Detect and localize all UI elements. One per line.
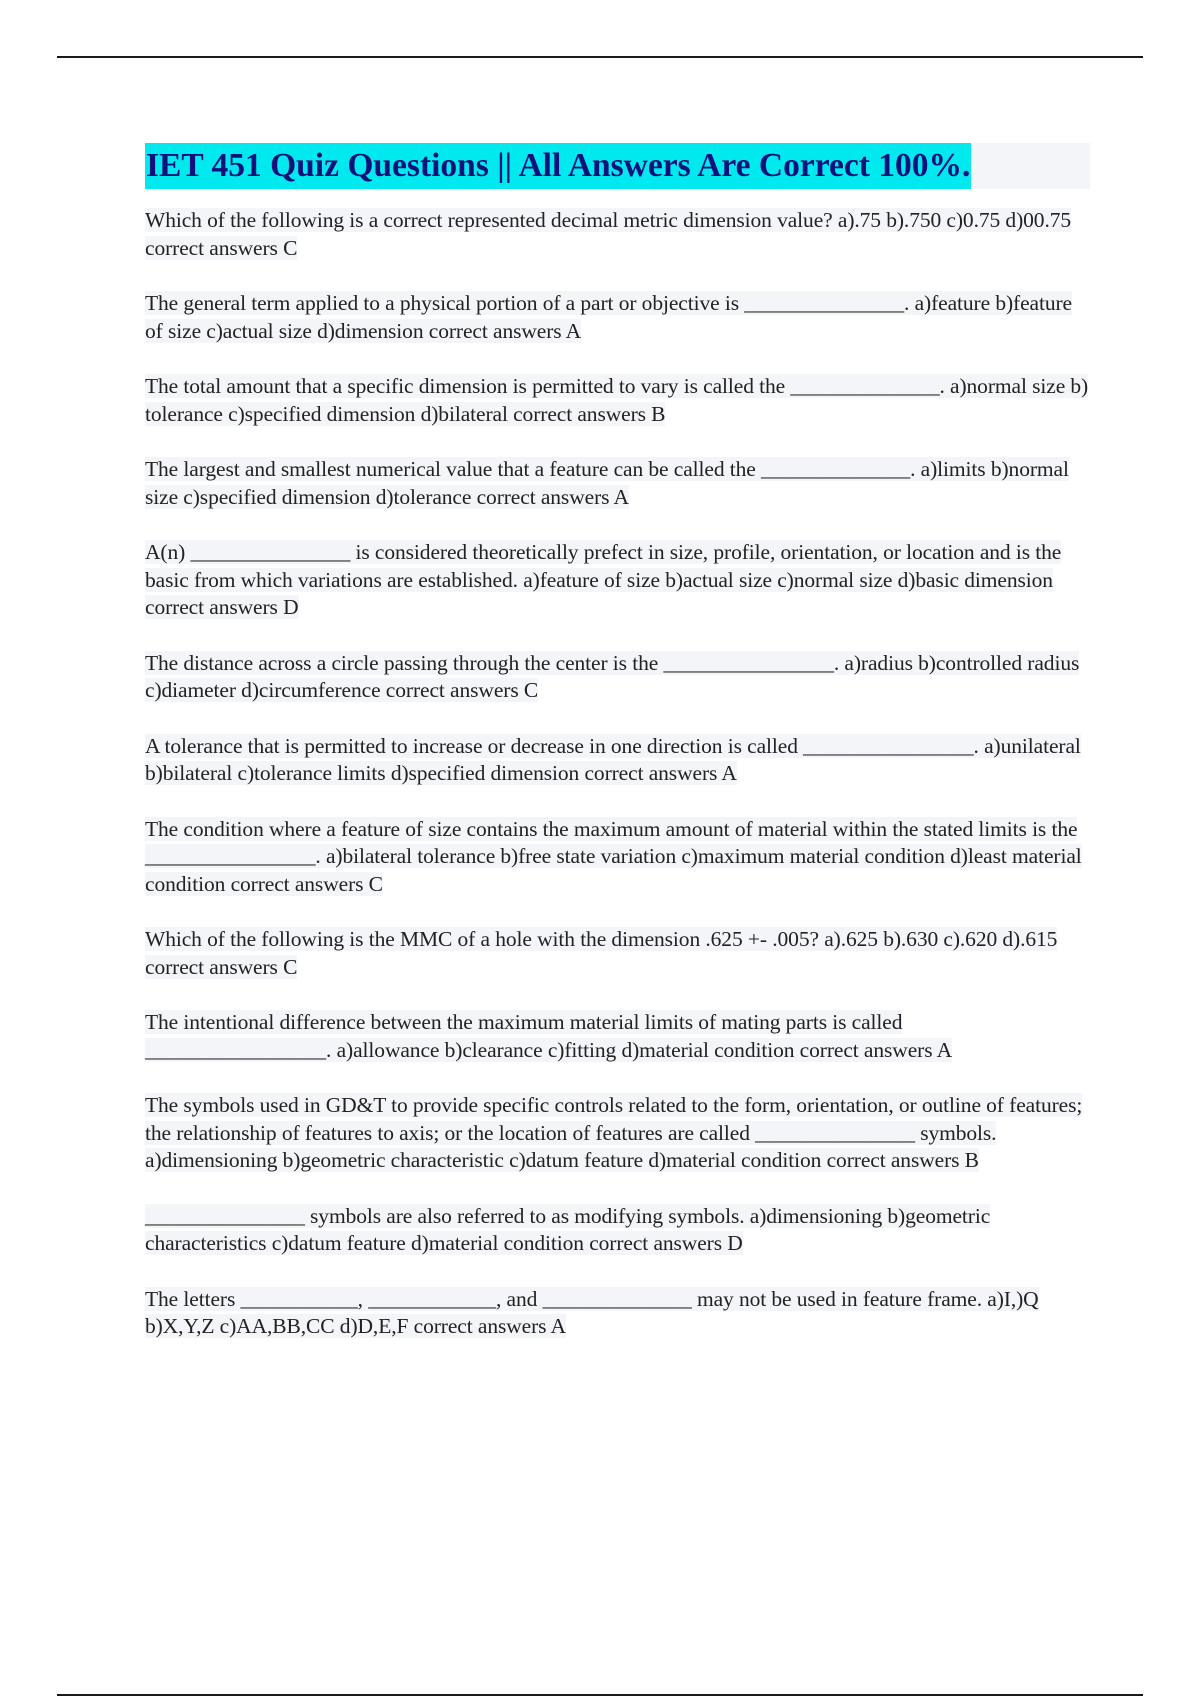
question-text: The intentional difference between the maximum material limits of mating parts is called _________________. a)allowance b)clearance c)fitting d)material condition correct answers A [145,1010,952,1062]
question-item [145,1286,1090,1341]
question-text: The distance across a circle passing through the center is the ________________. a)radius b)controlled radius c)diameter d)circumference correct answers C [145,650,1080,702]
document-title: IET 451 Quiz Questions || All Answers Are Correct 100%. [145,143,971,189]
question-item [145,1203,1090,1258]
question-text: The symbols used in GD&T to provide specific controls related to the form, orientation, or outline of features; the relationship of features to axis; or the location of features are called _______________ symbols. a)dimensioning b)geometric characteristic c)datum feature d)material condition correct answers B [145,1093,1083,1172]
question-item [145,650,1090,705]
question-text: The largest and smallest numerical value that a feature can be called the ______________. a)limits b)normal size c)specified dimension d)tolerance correct answers A [145,457,1069,509]
question-item [145,290,1090,345]
question-list [145,207,1090,1341]
question-item [145,733,1090,788]
question-text: The general term applied to a physical portion of a part or objective is _______________. a)feature b)feature of size c)actual size d)dimension correct answers A [145,291,1072,343]
document-body [145,143,1090,1369]
title-band [145,143,1090,189]
question-item [145,539,1090,622]
question-text: The condition where a feature of size contains the maximum amount of material within the stated limits is the ________________. a)bilateral tolerance b)free state variation c)maximum material condition d)least material condition correct answers C [145,816,1082,896]
question-item [145,1009,1090,1064]
question-text: The letters ___________, ____________, and ______________ may not be used in feature frame. a)I,)Q b)X,Y,Z c)AA,BB,CC d)D,E,F correct answers A [145,1286,1039,1338]
question-text: A(n) _______________ is considered theoretically prefect in size, profile, orientation, or location and is the basic from which variations are established. a)feature of size b)actual size c)normal size d)basic dimension correct answers D [145,540,1062,619]
question-text: A tolerance that is permitted to increase or decrease in one direction is called ________________. a)unilateral b)bilateral c)tolerance limits d)specified dimension correct answers A [145,733,1081,785]
footer-rule [57,1694,1143,1696]
question-item [145,456,1090,511]
question-item [145,926,1090,981]
question-text: _______________ symbols are also referred to as modifying symbols. a)dimensioning b)geometric characteristics c)datum feature d)material condition correct answers D [145,1203,991,1255]
question-item [145,1092,1090,1175]
question-item [145,816,1090,899]
header-rule [57,56,1143,58]
question-item [145,373,1090,428]
question-text: The total amount that a specific dimension is permitted to vary is called the ______________. a)normal size b) tolerance c)specified dimension d)bilateral correct answers B [145,374,1089,426]
question-text: Which of the following is a correct represented decimal metric dimension value? a).75 b).750 c)0.75 d)00.75 correct answers C [145,208,1072,260]
question-item [145,207,1090,262]
question-text: Which of the following is the MMC of a hole with the dimension .625 +- .005? a).625 b).630 c).620 d).615 correct answers C [145,927,1058,979]
